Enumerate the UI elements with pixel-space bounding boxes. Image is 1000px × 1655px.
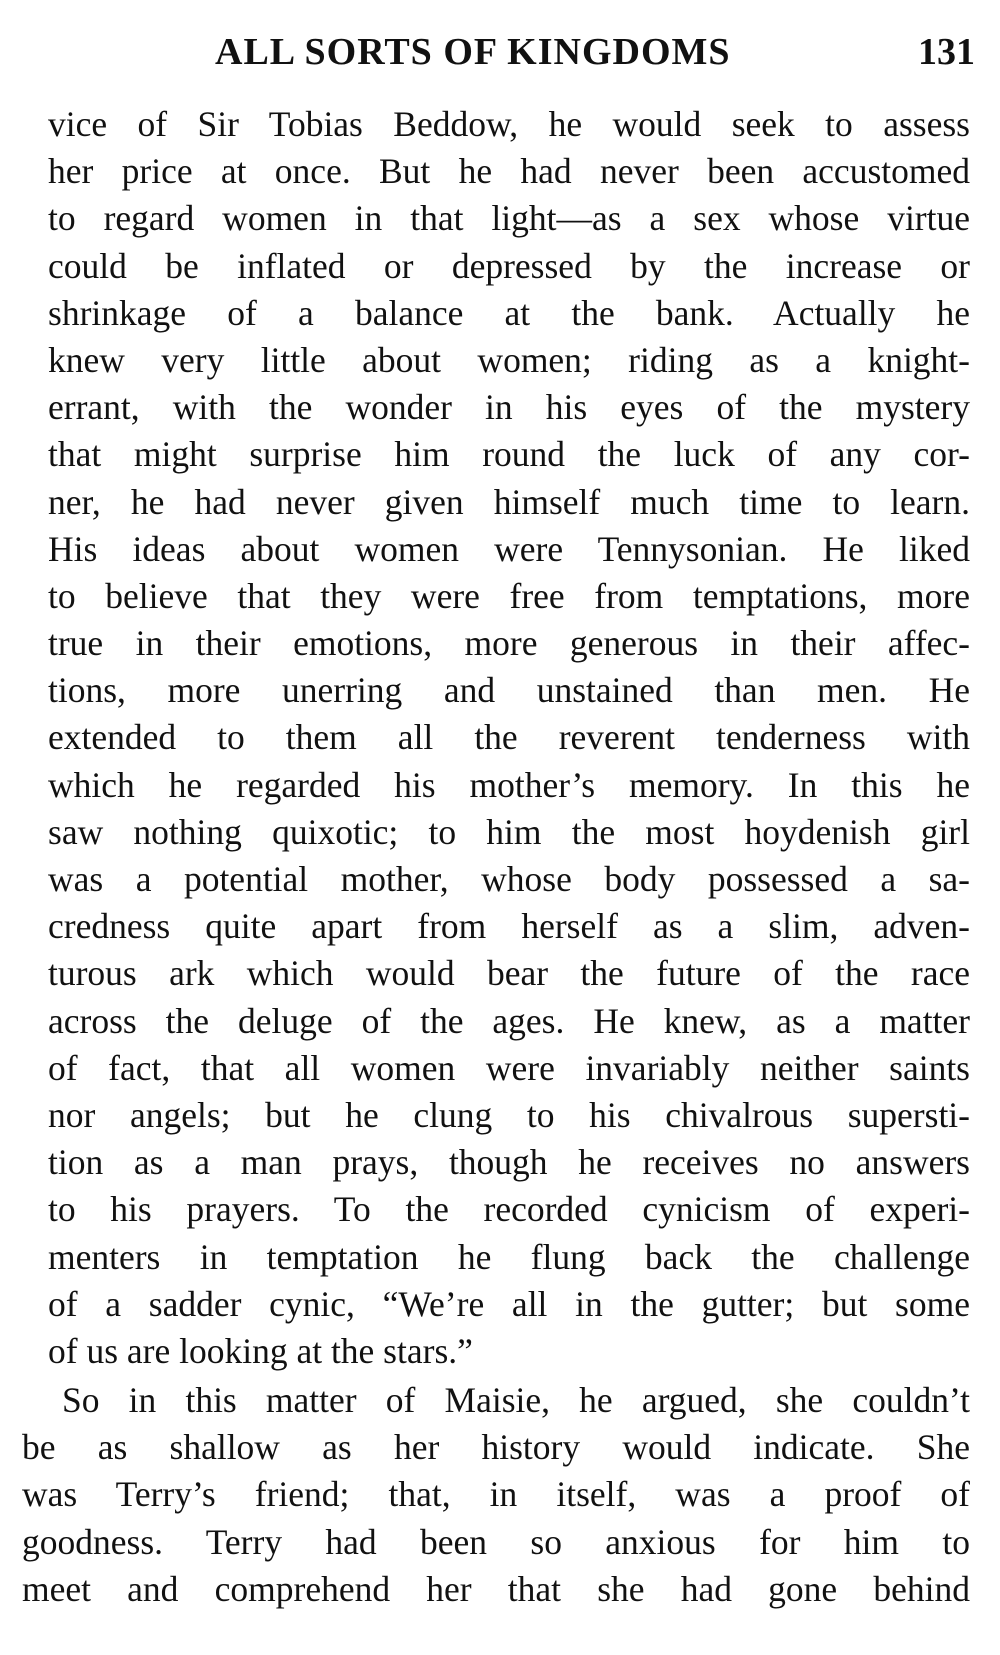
text-line: be as shallow as her history would indicate. She (22, 1427, 970, 1468)
text-line: credness quite apart from herself as a slim, adven- (48, 906, 970, 947)
text-line: goodness. Terry had been so anxious for him to (22, 1521, 970, 1562)
text-line: across the deluge of the ages. He knew, as a matter (48, 1000, 970, 1041)
text-line: vice of Sir Tobias Beddow, he would seek to assess (48, 104, 970, 144)
text-line: was Terry’s friend; that, in itself, was a proof of (22, 1474, 970, 1515)
paragraph-1 (48, 101, 970, 1375)
text-line: saw nothing quixotic; to him the most hoydenish girl (48, 811, 970, 852)
text-line: could be inflated or depressed by the increase or (48, 245, 970, 286)
text-line: ner, he had never given himself much time to learn. (48, 481, 970, 522)
text-line: extended to them all the reverent tenderness with (48, 717, 970, 758)
text-line: which he regarded his mother’s memory. In this he (48, 764, 970, 805)
text-line: of a sadder cynic, “We’re all in the gutter; but some (48, 1283, 970, 1324)
text-line: meet and comprehend her that she had gone behind (22, 1568, 970, 1609)
text-line: menters in temptation he flung back the challenge (48, 1236, 970, 1277)
text-line: tion as a man prays, though he receives no answers (48, 1142, 970, 1183)
text-line: that might surprise him round the luck of any cor- (48, 434, 970, 475)
text-line: to regard women in that light—as a sex whose virtue (48, 198, 970, 239)
text-line: knew very little about women; riding as a knight- (48, 339, 970, 380)
body-text (22, 101, 970, 1613)
text-line: His ideas about women were Tennysonian. He liked (48, 528, 970, 569)
text-line: tions, more unerring and unstained than men. He (48, 670, 970, 711)
text-line: was a potential mother, whose body possessed a sa- (48, 859, 970, 899)
text-line: her price at once. But he had never been accustomed (48, 151, 970, 192)
text-line: errant, with the wonder in his eyes of the mystery (48, 387, 970, 428)
text-line: true in their emotions, more generous in their affec- (48, 623, 970, 664)
running-title: ALL SORTS OF KINGDOMS (215, 31, 731, 73)
page-number: 131 (918, 31, 975, 73)
text-line: turous ark which would bear the future of the race (48, 953, 970, 994)
text-line: to believe that they were free from temptations, more (48, 575, 970, 616)
text-line: So in this matter of Maisie, he argued, she couldn’t (62, 1380, 970, 1421)
text-line: shrinkage of a balance at the bank. Actually he (48, 292, 970, 333)
text-line: of fact, that all women were invariably neither saints (48, 1047, 970, 1088)
paragraph-2 (22, 1377, 970, 1613)
page-header (45, 30, 975, 86)
text-line: nor angels; but he clung to his chivalrous supersti- (48, 1094, 970, 1135)
text-line: of us are looking at the stars.” (48, 1330, 473, 1371)
text-line: to his prayers. To the recorded cynicism of experi- (48, 1189, 970, 1230)
